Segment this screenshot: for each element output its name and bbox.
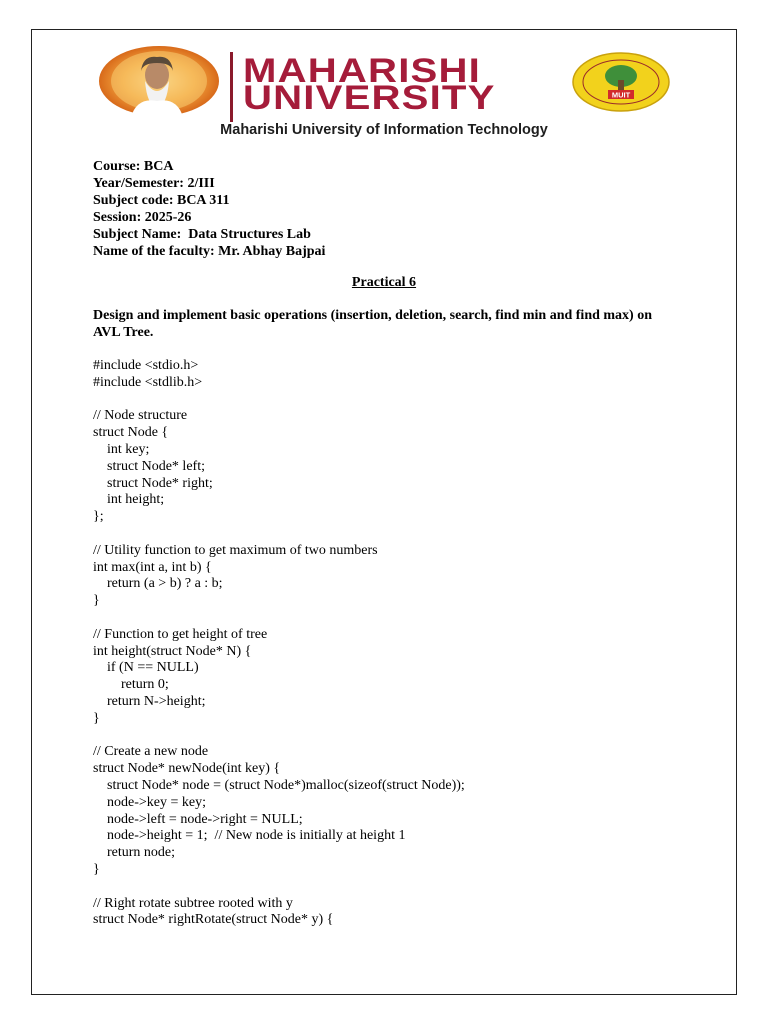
code-line: node->height = 1; // New node is initially at height 1 xyxy=(93,828,406,844)
code-line: if (N == NULL) xyxy=(93,660,199,676)
code-line xyxy=(93,879,465,896)
code-line: struct Node* rightRotate(struct Node* y) { xyxy=(93,912,334,928)
year-semester-line: Year/Semester: 2/III xyxy=(93,176,215,191)
header-divider xyxy=(230,52,233,122)
code-line: int max(int a, int b) { xyxy=(93,559,212,575)
code-line: node->left = node->right = NULL; xyxy=(93,811,303,827)
code-line: node->key = key; xyxy=(93,794,206,810)
course-line: Course: BCA xyxy=(93,159,174,174)
code-line xyxy=(93,728,465,745)
subject-name-line: Subject Name: Data Structures Lab xyxy=(93,227,311,242)
wordmark-line-1: MAHARISHI xyxy=(243,52,481,90)
faculty-line: Name of the faculty: Mr. Abhay Bajpai xyxy=(93,244,326,259)
code-line: return N->height; xyxy=(93,693,206,709)
course-details xyxy=(93,158,325,260)
code-line: struct Node { xyxy=(93,425,169,441)
code-line xyxy=(93,392,465,409)
code-line: struct Node* left; xyxy=(93,458,205,474)
code-line: int key; xyxy=(93,441,150,457)
code-line: // Node structure xyxy=(93,408,188,424)
code-line: #include <stdlib.h> xyxy=(93,374,203,390)
code-line xyxy=(93,610,465,627)
code-line: } xyxy=(93,593,100,609)
code-line: struct Node* newNode(int key) { xyxy=(93,761,281,777)
code-line: // Create a new node xyxy=(93,744,209,760)
university-wordmark xyxy=(243,52,496,117)
code-line: return node; xyxy=(93,845,176,861)
code-line: #include <stdio.h> xyxy=(93,358,199,373)
code-line: // Right rotate subtree rooted with y xyxy=(93,895,293,911)
code-line: int height(struct Node* N) { xyxy=(93,643,252,659)
code-line: return (a > b) ? a : b; xyxy=(93,576,223,592)
code-line: struct Node* right; xyxy=(93,475,213,491)
code-line xyxy=(93,526,465,543)
subject-code-line: Subject code: BCA 311 xyxy=(93,193,230,208)
practical-title: Practical 6 xyxy=(351,275,417,290)
code-line: // Function to get height of tree xyxy=(93,626,268,642)
university-seal-logo xyxy=(572,52,670,112)
session-line: Session: 2025-26 xyxy=(93,210,192,225)
code-line: }; xyxy=(93,509,104,525)
code-line: struct Node* node = (struct Node*)malloc(sizeof(struct Node)); xyxy=(93,777,465,793)
code-line: return 0; xyxy=(93,677,169,693)
code-line: } xyxy=(93,861,100,877)
letterhead xyxy=(0,0,768,150)
founder-portrait-logo xyxy=(97,45,221,117)
code-line: // Utility function to get maximum of two numbers xyxy=(93,542,378,558)
wordmark-line-2: UNIVERSITY xyxy=(243,79,496,117)
code-line: int height; xyxy=(93,492,165,508)
code-listing xyxy=(93,358,465,929)
code-line: } xyxy=(93,710,100,726)
practical-aim: Design and implement basic operations (insertion, deletion, search, find min and find max) on AVL Tree. xyxy=(93,308,653,340)
seal-text: MUIT xyxy=(611,90,631,100)
institute-title: Maharishi University of Information Technology xyxy=(220,122,548,138)
